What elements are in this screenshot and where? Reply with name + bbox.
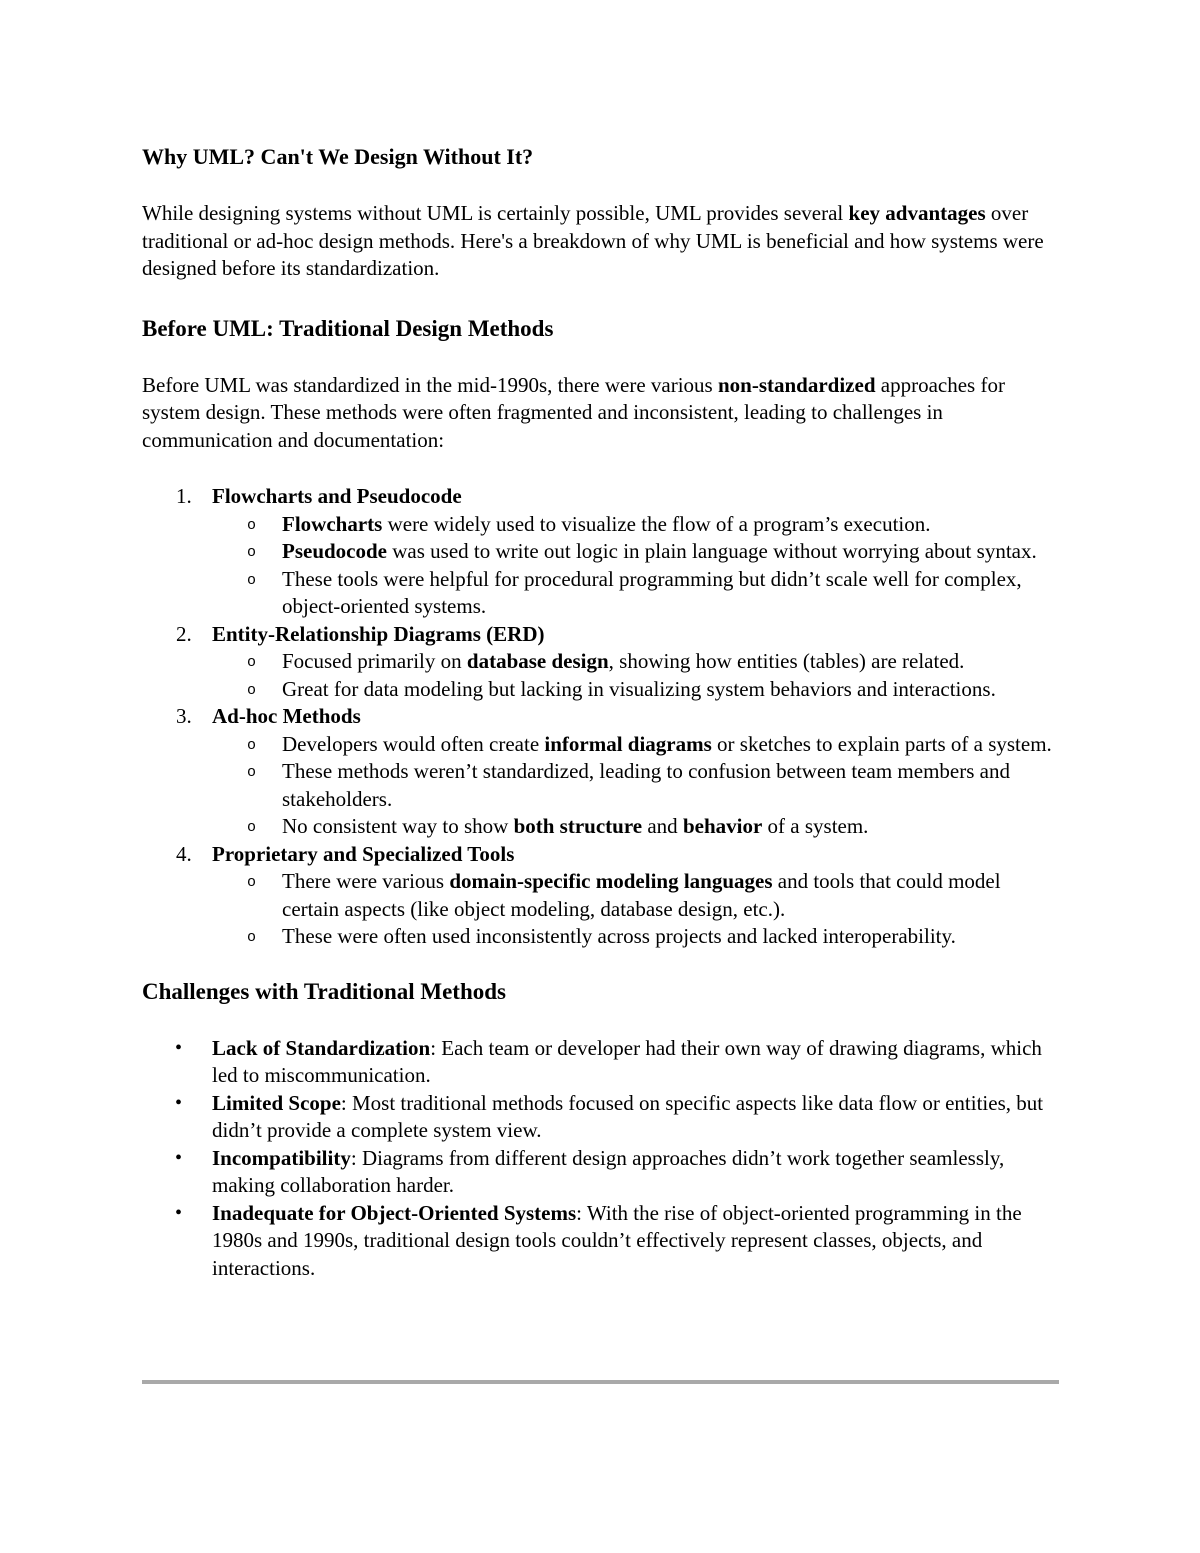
sub-item-text: No consistent way to show — [282, 814, 514, 838]
list-item-erd — [176, 621, 1062, 704]
list-item-title: Entity-Relationship Diagrams (ERD) — [212, 621, 545, 646]
sub-item-text: of a system. — [762, 814, 869, 838]
bullet-dot-icon: • — [175, 1091, 183, 1114]
list-number: 3. — [176, 704, 192, 728]
circle-bullet-icon: o — [247, 819, 257, 836]
circle-bullet-icon: o — [247, 736, 257, 754]
circle-bullet-icon: o — [247, 874, 257, 891]
list-item-title: Proprietary and Specialized Tools — [212, 841, 515, 866]
intro-text-1: While designing systems without UML is certainly possible, UML provides several — [142, 201, 849, 225]
challenges-list — [142, 1035, 1062, 1283]
page-title: Why UML? Can't We Design Without It? — [142, 144, 534, 169]
sub-list-item — [247, 813, 1062, 841]
sub-item-text: These tools were helpful for procedural programming but didn’t scale well for complex, object-oriented systems. — [282, 566, 1022, 618]
section1-text-2: approaches for system design. These methods were often fragmented and inconsistent, leading to challenges in communication and documentation: — [142, 372, 1005, 452]
section1-paragraph — [142, 372, 1062, 455]
sub-list-item — [247, 731, 1062, 759]
sub-item-text: was used to write out logic in plain language without worrying about syntax. — [387, 539, 1037, 563]
list-item — [175, 1145, 1062, 1200]
sub-item-text: Great for data modeling but lacking in visualizing system behaviors and interactions. — [282, 676, 996, 701]
bullet-item-text: : Diagrams from different design approaches didn’t work together seamlessly, making collaboration harder. — [212, 1145, 1005, 1197]
list-number: 4. — [176, 841, 192, 866]
intro-paragraph — [142, 200, 1062, 283]
circle-bullet-icon: o — [247, 654, 257, 671]
sub-item-bold: behavior — [682, 814, 763, 838]
sub-list-item — [247, 511, 1062, 539]
bullet-item-text: : Most traditional methods focused on specific aspects like data flow or entities, but didn’t provide a complete system view. — [212, 1090, 1044, 1142]
sub-list-item — [247, 648, 1062, 676]
sub-item-bold: informal diagrams — [544, 731, 712, 756]
list-number: 2. — [176, 621, 192, 646]
bullet-dot-icon: • — [175, 1201, 183, 1224]
section1-bold-non-standardized: non-standardized — [717, 372, 876, 397]
bullet-dot-icon: • — [175, 1036, 183, 1059]
sub-list — [212, 868, 1062, 951]
list-item-flowcharts — [176, 483, 1062, 621]
sub-list-item — [247, 538, 1062, 566]
list-number: 1. — [176, 484, 192, 508]
sub-item-text: were widely used to visualize the flow of a program’s execution. — [382, 511, 931, 536]
sub-item-text: and — [642, 814, 683, 838]
sub-item-bold: Flowcharts — [282, 511, 383, 536]
sub-list-item — [247, 923, 1062, 951]
circle-bullet-icon: o — [247, 516, 257, 534]
sub-item-text: , showing how entities (tables) are related. — [608, 649, 965, 673]
circle-bullet-icon: o — [247, 764, 257, 781]
bullet-item-bold: Incompatibility — [212, 1145, 351, 1170]
intro-bold-key-advantages: key advantages — [848, 201, 986, 225]
bullet-dot-icon: • — [175, 1146, 183, 1169]
horizontal-rule — [142, 1380, 1059, 1384]
sub-item-text: or sketches to explain parts of a system. — [711, 731, 1052, 756]
circle-bullet-icon: o — [247, 544, 257, 561]
sub-list-item — [247, 758, 1062, 813]
list-item — [175, 1035, 1062, 1090]
list-item-proprietary — [176, 841, 1062, 951]
sub-item-text: These methods weren’t standardized, leading to confusion between team members and stakeholders. — [282, 759, 1010, 811]
sub-item-text: Developers would often create — [282, 731, 545, 756]
sub-list-item — [247, 566, 1062, 621]
section-heading-challenges: Challenges with Traditional Methods — [142, 978, 506, 1004]
sub-list — [212, 511, 1062, 621]
sub-item-bold: domain-specific modeling languages — [449, 869, 773, 893]
circle-bullet-icon: o — [247, 681, 257, 699]
circle-bullet-icon: o — [247, 571, 257, 589]
traditional-methods-list — [142, 483, 1062, 951]
list-item — [175, 1090, 1062, 1145]
sub-item-bold: database design — [466, 649, 609, 673]
sub-list — [212, 648, 1062, 703]
list-item-title: Ad-hoc Methods — [212, 704, 361, 728]
sub-item-bold: Pseudocode — [282, 539, 387, 563]
bullet-item-bold: Lack of Standardization — [212, 1035, 431, 1060]
list-item — [175, 1200, 1062, 1283]
bullet-item-bold: Inadequate for Object-Oriented Systems — [212, 1200, 577, 1225]
section-heading-before-uml: Before UML: Traditional Design Methods — [142, 315, 554, 341]
bullet-item-text: : With the rise of object-oriented programming in the 1980s and 1990s, traditional design tools couldn’t effectively represent classes, objects, and interactions. — [212, 1200, 1022, 1280]
document-page — [142, 140, 1062, 1282]
sub-item-text: There were various — [282, 869, 450, 893]
bullet-item-bold: Limited Scope — [212, 1090, 341, 1115]
circle-bullet-icon: o — [247, 929, 257, 946]
sub-list-item — [247, 868, 1062, 923]
sub-item-text: and tools that could model certain aspects (like object modeling, database design, etc.). — [282, 869, 1001, 921]
sub-item-text: Focused primarily on — [282, 649, 467, 673]
list-item-adhoc — [176, 703, 1062, 841]
sub-list-item — [247, 676, 1062, 704]
sub-list — [212, 731, 1062, 841]
section1-text-1: Before UML was standardized in the mid-1990s, there were various — [142, 372, 718, 397]
sub-item-text: These were often used inconsistently across projects and lacked interoperability. — [282, 924, 956, 948]
sub-item-bold: both structure — [513, 814, 643, 838]
list-item-title: Flowcharts and Pseudocode — [212, 484, 462, 508]
intro-text-2: over traditional or ad-hoc design methods. Here's a breakdown of why UML is beneficial and how systems were designed before its standardization. — [142, 201, 1044, 280]
bullet-item-text: : Each team or developer had their own way of drawing diagrams, which led to miscommunication. — [212, 1035, 1042, 1087]
